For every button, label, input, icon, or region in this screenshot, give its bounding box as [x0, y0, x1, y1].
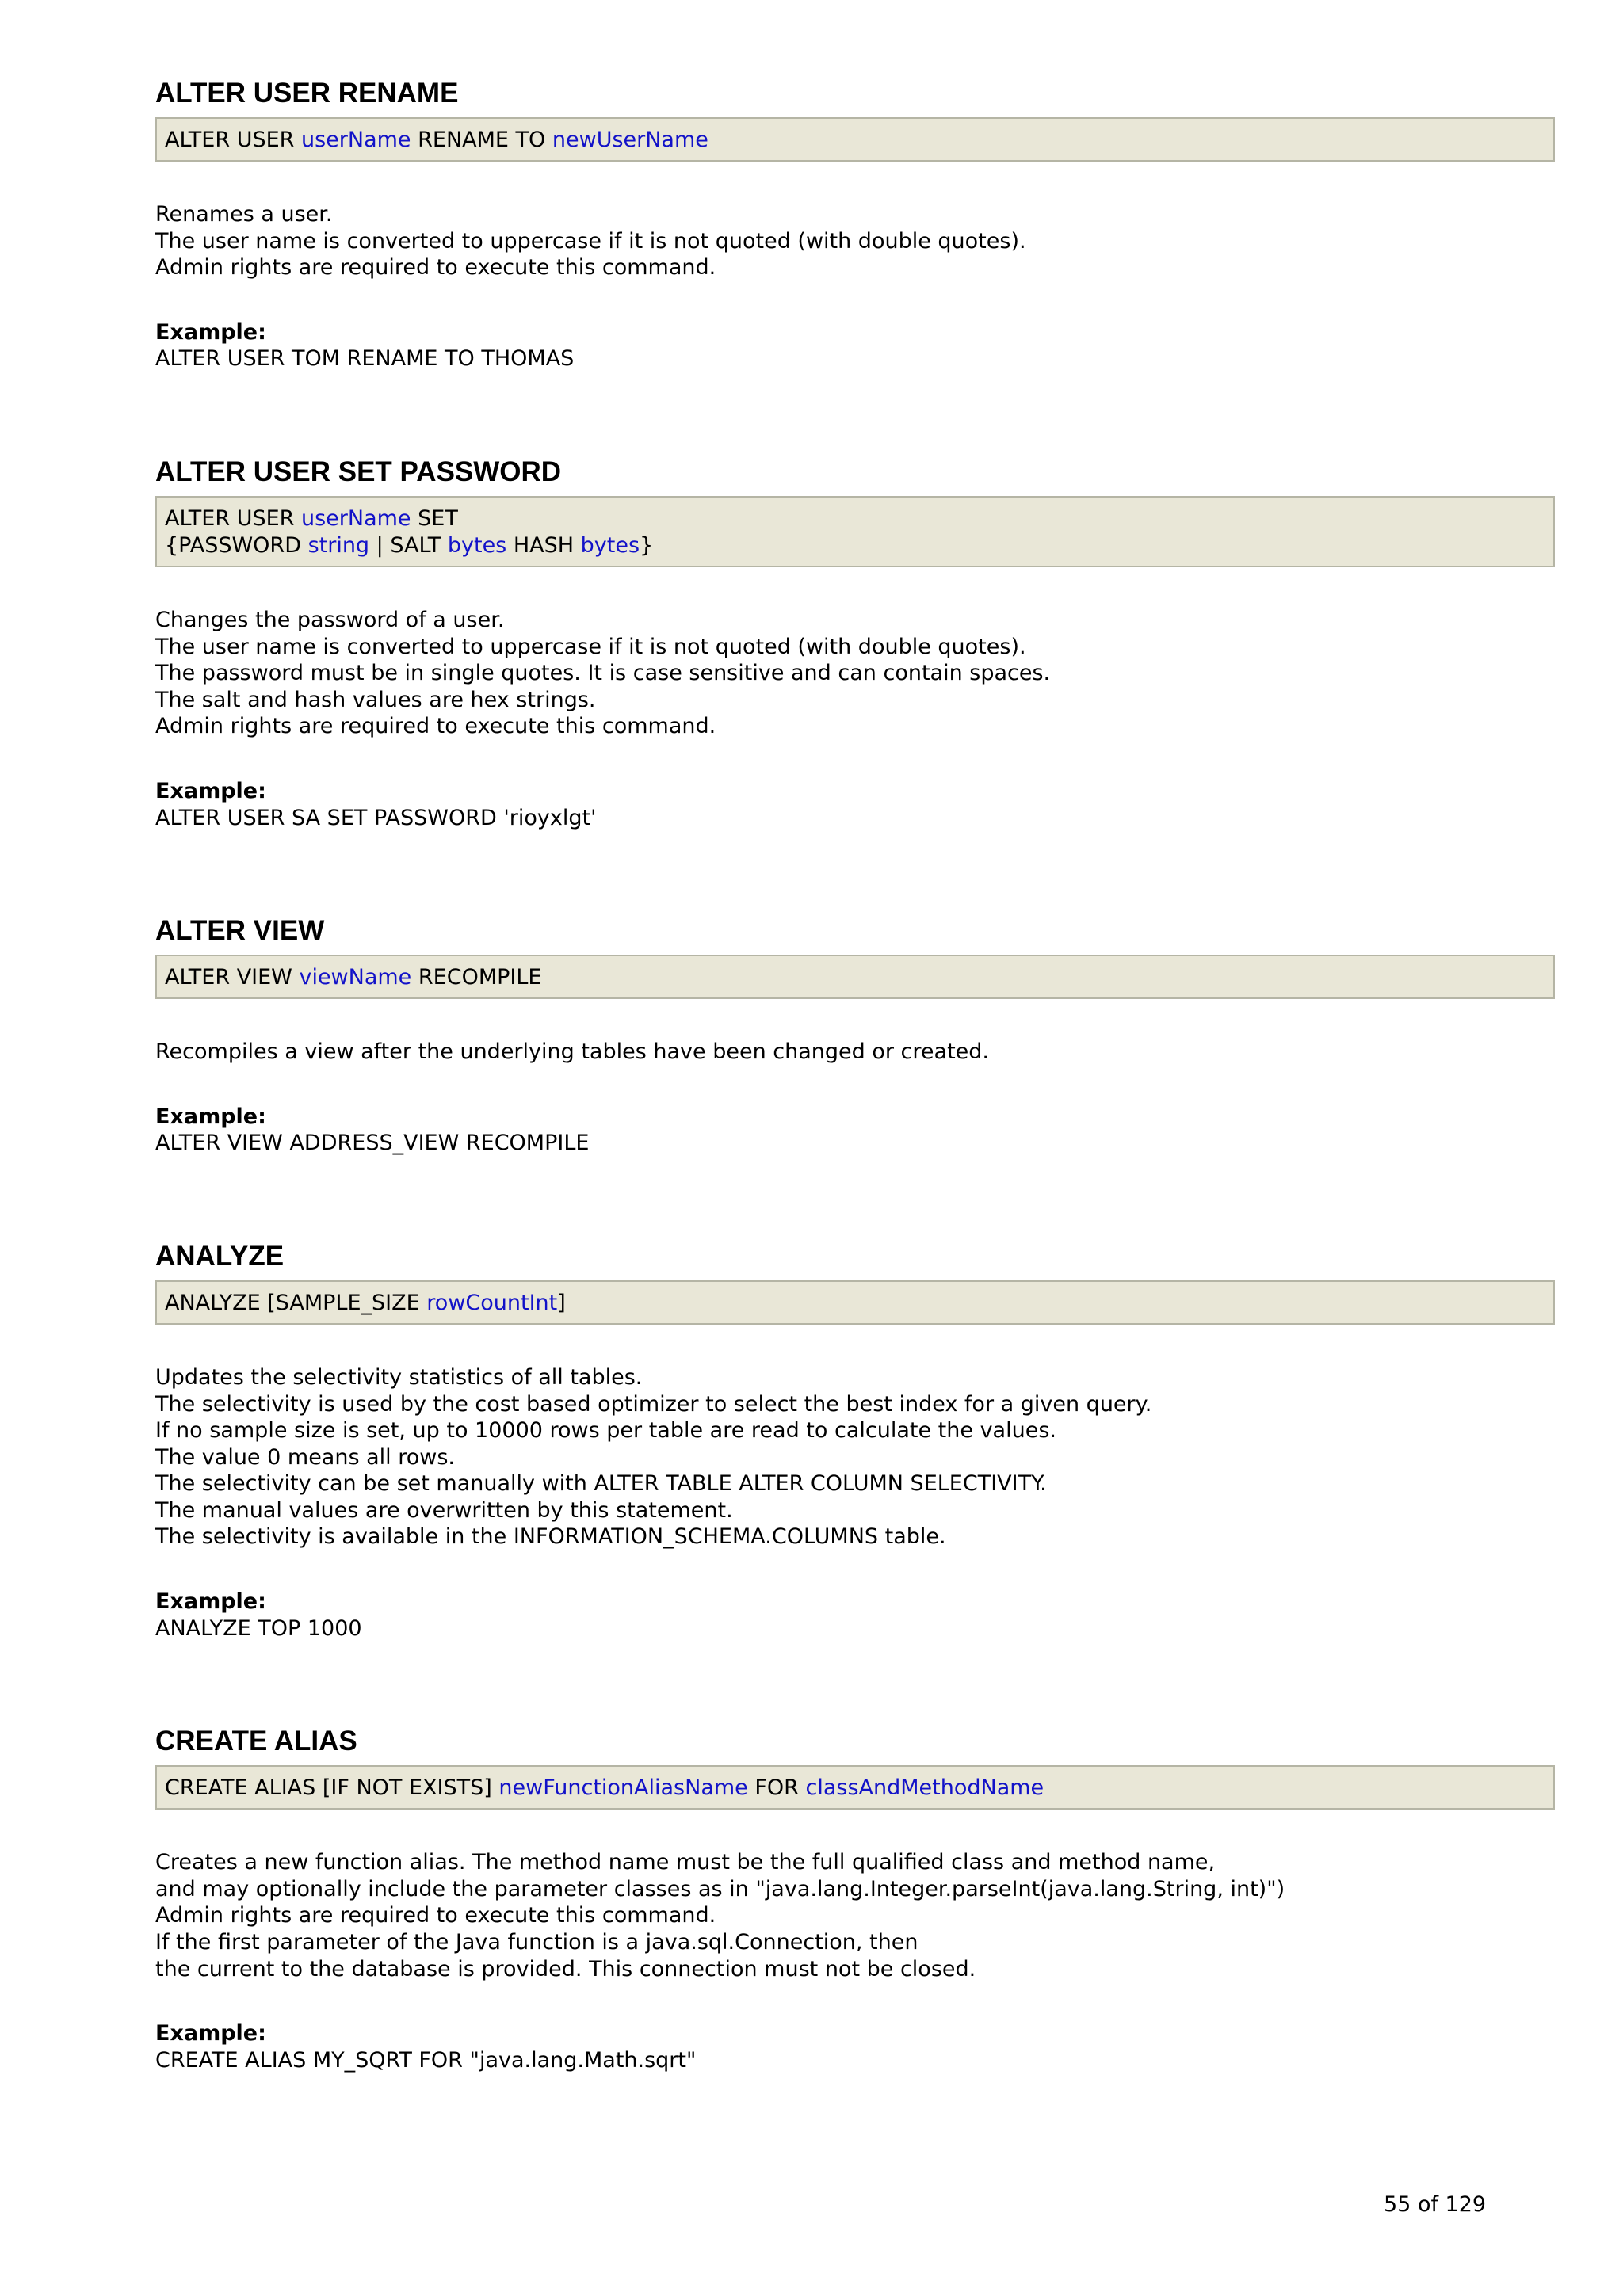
description [155, 1364, 1555, 1550]
syntax-variable: rowCountInt [426, 1290, 558, 1315]
syntax-keyword: RENAME TO [411, 128, 552, 152]
section-title: CREATE ALIAS [155, 1726, 357, 1757]
description [155, 1039, 1555, 1066]
syntax-box [155, 1280, 1555, 1325]
description-line: The manual values are overwritten by this statement. [155, 1497, 733, 1523]
syntax-keyword: | SALT [369, 532, 448, 558]
syntax-variable: classAndMethodName [805, 1775, 1044, 1801]
document-page [155, 74, 1555, 2073]
section-alter-user-set-password [155, 453, 1555, 831]
description-line: Admin rights are required to execute this command. [155, 255, 716, 280]
syntax-box [155, 955, 1555, 999]
syntax-variable: newUserName [552, 128, 708, 152]
syntax-line [165, 532, 1545, 559]
description-line: The salt and hash values are hex strings. [155, 687, 596, 712]
description [155, 201, 1555, 281]
example-label: Example: [155, 778, 266, 803]
example-code: ALTER VIEW ADDRESS_VIEW RECOMPILE [155, 1131, 590, 1156]
syntax-variable: bytes [447, 532, 507, 558]
description-line: The selectivity is available in the INFORMATION_SCHEMA.COLUMNS table. [155, 1524, 946, 1550]
syntax-line [165, 505, 1545, 532]
description-line: Recompiles a view after the underlying tables have been changed or created. [155, 1039, 989, 1065]
syntax-variable: userName [301, 128, 411, 152]
syntax-keyword: SET [411, 505, 458, 531]
syntax-variable: userName [301, 505, 411, 531]
syntax-keyword: ALTER USER [165, 128, 301, 152]
section-title: ALTER USER SET PASSWORD [155, 456, 562, 487]
example-label: Example: [155, 1589, 266, 1615]
description-line: Updates the selectivity statistics of all tables. [155, 1364, 643, 1390]
example-code: ALTER USER SA SET PASSWORD 'rioyxlgt' [155, 805, 597, 830]
section-title: ANALYZE [155, 1240, 285, 1272]
syntax-line [165, 127, 1545, 154]
section-alter-user-rename [155, 74, 1555, 372]
description-line: Changes the password of a user. [155, 607, 505, 632]
description-line: Creates a new function alias. The method name must be the full qualified class and method name, [155, 1850, 1216, 1875]
syntax-line [165, 1290, 1545, 1317]
syntax-keyword: ] [557, 1290, 566, 1315]
example-label: Example: [155, 319, 266, 345]
description [155, 1849, 1555, 1982]
description-line: The user name is converted to uppercase if it is not quoted (with double quotes). [155, 634, 1026, 659]
section-alter-view [155, 912, 1555, 1157]
syntax-keyword: ANALYZE [SAMPLE_SIZE [165, 1290, 427, 1315]
syntax-variable: viewName [299, 965, 412, 990]
example-code: ANALYZE TOP 1000 [155, 1615, 362, 1641]
description-line: The password must be in single quotes. It is case sensitive and can contain spaces. [155, 661, 1051, 686]
example-code: CREATE ALIAS MY_SQRT FOR "java.lang.Math.sqrt" [155, 2047, 697, 2073]
syntax-keyword: {PASSWORD [165, 532, 308, 558]
page-number: 55 of 129 [1384, 2192, 1487, 2217]
syntax-variable: string [307, 532, 370, 558]
section-title: ALTER USER RENAME [155, 78, 459, 109]
syntax-box [155, 496, 1555, 567]
syntax-keyword: } [640, 532, 654, 558]
syntax-box [155, 117, 1555, 162]
example-code: ALTER USER TOM RENAME TO THOMAS [155, 346, 575, 372]
section-create-alias [155, 1722, 1555, 2073]
syntax-line [165, 964, 1545, 991]
syntax-keyword: ALTER USER [165, 505, 301, 531]
description-line: the current to the database is provided. This connection must not be closed. [155, 1956, 976, 1981]
syntax-keyword: RECOMPILE [411, 965, 542, 990]
syntax-line [165, 1775, 1545, 1802]
syntax-keyword: FOR [747, 1775, 806, 1801]
syntax-variable: newFunctionAliasName [498, 1775, 748, 1801]
syntax-keyword: CREATE ALIAS [IF NOT EXISTS] [165, 1775, 499, 1801]
description-line: The selectivity can be set manually with ALTER TABLE ALTER COLUMN SELECTIVITY. [155, 1471, 1047, 1497]
description-line: and may optionally include the parameter classes as in "java.lang.Integer.parseInt(java.lang.String, int)") [155, 1876, 1285, 1901]
syntax-variable: bytes [580, 532, 640, 558]
example-label: Example: [155, 1104, 266, 1129]
example-label: Example: [155, 2021, 266, 2046]
syntax-keyword: HASH [506, 532, 581, 558]
description-line: If the first parameter of the Java function is a java.sql.Connection, then [155, 1930, 918, 1955]
description-line: If no sample size is set, up to 10000 rows per table are read to calculate the values. [155, 1418, 1056, 1444]
syntax-box [155, 1765, 1555, 1810]
syntax-keyword: ALTER VIEW [165, 965, 300, 990]
description-line: Admin rights are required to execute this command. [155, 1903, 716, 1928]
description [155, 607, 1555, 740]
description-line: The value 0 means all rows. [155, 1444, 455, 1470]
section-title: ALTER VIEW [155, 915, 325, 947]
description-line: The user name is converted to uppercase if it is not quoted (with double quotes). [155, 228, 1026, 254]
description-line: The selectivity is used by the cost based optimizer to select the best index for a given query. [155, 1391, 1152, 1417]
section-analyze [155, 1238, 1555, 1642]
description-line: Admin rights are required to execute this command. [155, 714, 716, 739]
description-line: Renames a user. [155, 202, 333, 227]
